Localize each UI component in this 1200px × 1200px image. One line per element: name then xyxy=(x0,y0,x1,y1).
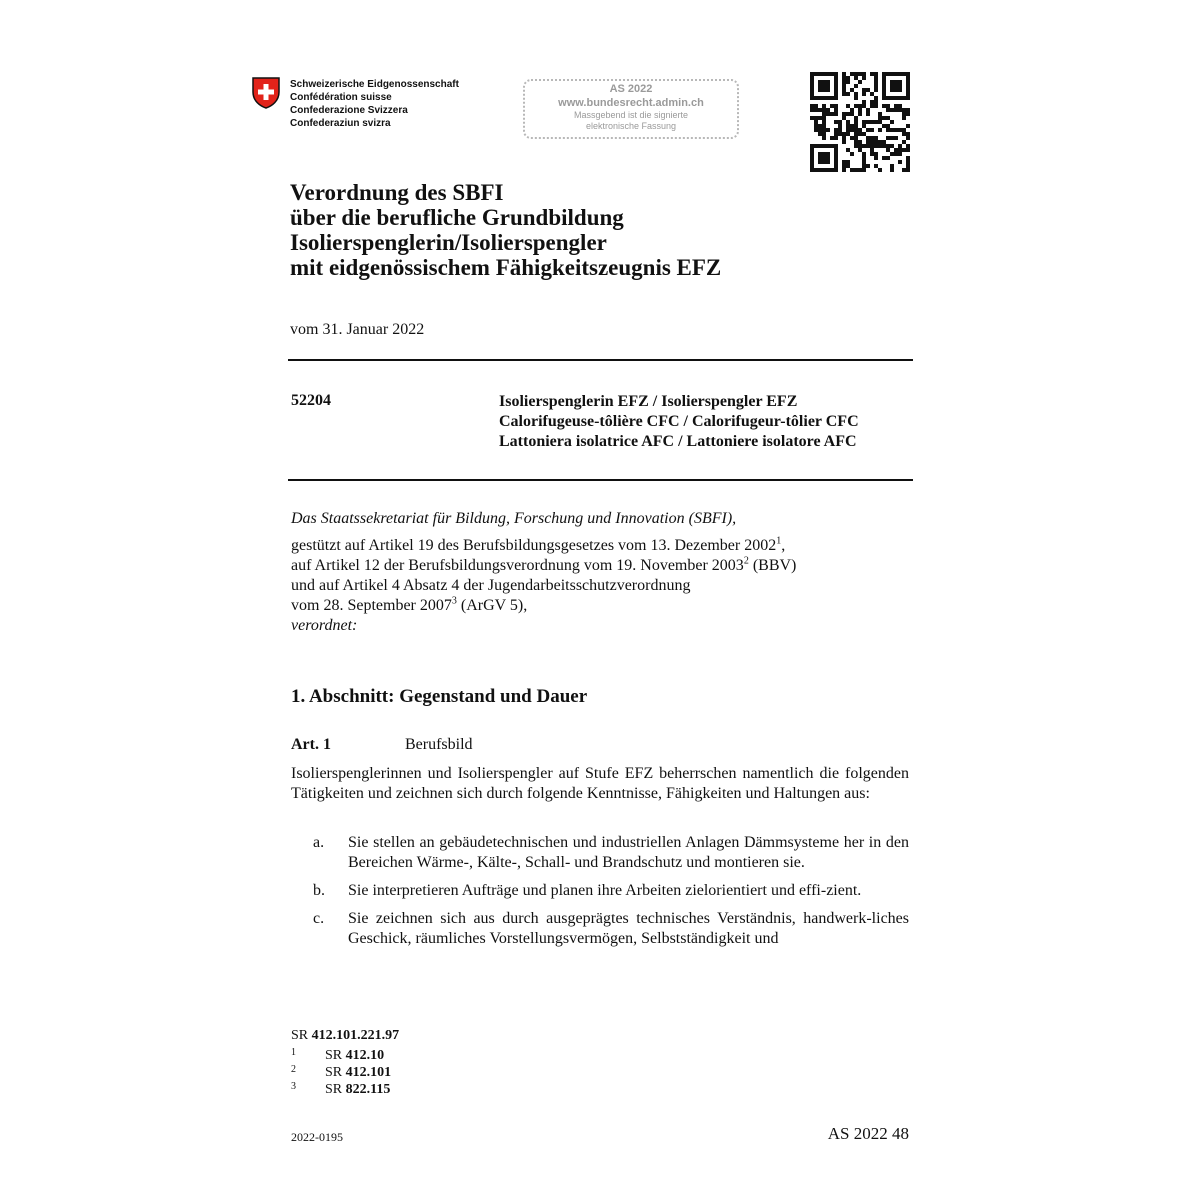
footnote-3: 3 SR 822.115 xyxy=(291,1081,391,1097)
list-item xyxy=(291,833,909,873)
list-item-label: c. xyxy=(313,910,325,927)
document-title xyxy=(290,180,721,280)
article-number: Art. 1 xyxy=(291,736,331,753)
list-item-label: b. xyxy=(313,882,325,899)
stamp-line-1: AS 2022 xyxy=(609,83,653,95)
profession-names xyxy=(499,392,859,452)
title-line-4: mit eidgenössischem Fähigkeitszeugnis EFZ xyxy=(290,255,722,280)
federation-name-rm: Confederaziun svizra xyxy=(290,118,391,129)
article-intro: Isolierspenglerinnen und Isolierspengler auf Stufe EFZ beherrschen namentlich die folgenden Tätigkeiten und zeichnen sich durch folgende Kenntnisse, Fähigkeiten und Haltungen aus: xyxy=(291,765,909,802)
article-list xyxy=(291,833,909,957)
divider-top xyxy=(288,359,913,361)
document-date: vom 31. Januar 2022 xyxy=(290,321,425,338)
footnote-2: 2 SR 412.101 xyxy=(291,1064,392,1080)
as-reference: AS 2022 48 xyxy=(827,1124,909,1143)
federation-names xyxy=(290,78,459,130)
title-line-1: Verordnung des SBFI xyxy=(290,180,504,205)
preamble-verb: verordnet: xyxy=(291,617,358,634)
list-item-label: a. xyxy=(313,834,325,851)
profession-name-fr: Calorifugeuse-tôlière CFC / Calorifugeur-tôlier CFC xyxy=(499,413,859,430)
footnote-ref-2[interactable]: 2 xyxy=(743,555,749,567)
title-line-3: Isolierspenglerin/Isolierspengler xyxy=(290,230,607,255)
list-item-text: Sie zeichnen sich aus durch ausgeprägtes technisches Verständnis, handwerk-liches Geschick, räumliches Vorstellungsvermögen, Selbstständigkeit und xyxy=(348,910,909,947)
stamp-line-2: www.bundesrecht.admin.ch xyxy=(558,97,704,109)
preamble-line-1: gestützt auf Artikel 19 des Berufsbildungsgesetzes vom 13. Dezember 2002$^1$, xyxy=(291,535,786,554)
title-line-2: über die berufliche Grundbildung xyxy=(290,205,624,230)
divider-bottom xyxy=(288,479,913,481)
footnote-ref-3[interactable]: 3 xyxy=(451,595,457,607)
preamble-authority: Das Staatssekretariat für Bildung, Forschung und Innovation (SBFI), xyxy=(291,510,737,527)
qr-code-icon xyxy=(810,72,910,172)
document-id: 2022-0195 xyxy=(291,1130,343,1144)
federation-name-fr: Confédération suisse xyxy=(290,92,392,103)
swiss-coat-of-arms-icon xyxy=(252,77,280,109)
preamble-line-3: und auf Artikel 4 Absatz 4 der Jugendarbeitsschutzverordnung xyxy=(291,577,691,594)
section-heading: 1. Abschnitt: Gegenstand und Dauer xyxy=(291,686,588,707)
stamp-line-4: elektronische Fassung xyxy=(585,121,677,131)
federation-name-de: Schweizerische Eidgenossenschaft xyxy=(290,79,459,90)
federation-name-it: Confederazione Svizzera xyxy=(290,105,408,116)
profession-code: 52204 xyxy=(291,392,331,409)
sr-number: SR 412.101.221.97 xyxy=(291,1028,400,1043)
list-item-text: Sie stellen an gebäudetechnischen und industriellen Anlagen Dämmsysteme her in den Bereichen Wärme-, Kälte-, Schall- und Brandschutz und montieren sie. xyxy=(348,834,909,871)
official-publication-stamp xyxy=(523,79,739,139)
list-item xyxy=(291,881,909,901)
preamble-line-4: vom 28. September 2007$^3$ (ArGV 5), xyxy=(291,595,528,614)
preamble-line-2: auf Artikel 12 der Berufsbildungsverordnung vom 19. November 2003$^2$ (BBV) xyxy=(291,555,797,574)
preamble xyxy=(291,509,911,636)
stamp-line-3: Massgebend ist die signierte xyxy=(573,110,689,120)
profession-name-it: Lattoniera isolatrice AFC / Lattoniere isolatore AFC xyxy=(499,433,857,450)
footnote-ref-1[interactable]: 1 xyxy=(776,535,782,547)
article-title: Berufsbild xyxy=(405,736,473,753)
list-item-text: Sie interpretieren Aufträge und planen ihre Arbeiten zielorientiert und effi-zient. xyxy=(348,882,862,899)
list-item xyxy=(291,909,909,949)
footnote-1: 1 SR 412.10 xyxy=(291,1047,385,1063)
profession-name-de: Isolierspenglerin EFZ / Isolierspengler EFZ xyxy=(499,393,798,410)
